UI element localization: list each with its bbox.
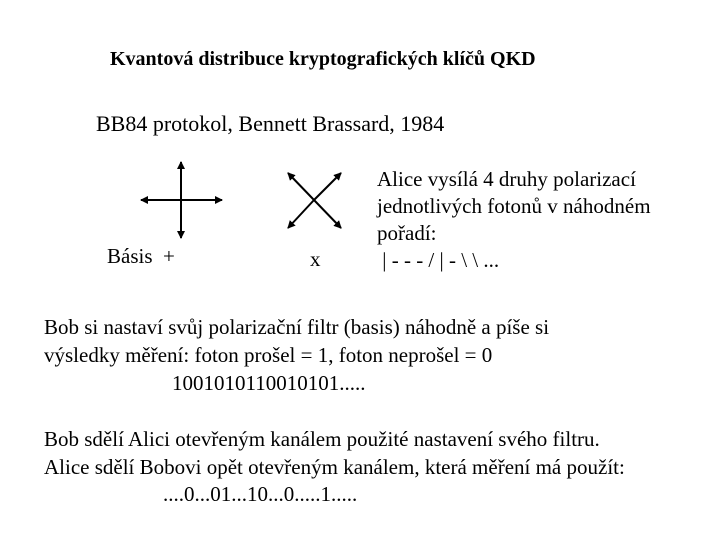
slide-title: Kvantová distribuce kryptografických klíčů QKD: [110, 48, 536, 70]
bob-announce-paragraph: [44, 425, 625, 481]
bob-measure-line: výsledky měření: foton prošel = 1, foton neprošel = 0: [44, 343, 493, 367]
bob-measure-paragraph: [44, 313, 549, 369]
alice-description: [377, 166, 651, 274]
bob-measure-bits: 1001010110010101.....: [172, 371, 366, 395]
alice-line: Alice vysílá 4 druhy polarizací: [377, 167, 636, 191]
alice-line: pořadí:: [377, 221, 437, 245]
shared-key-bits: ....0...01...10...0.....1.....: [163, 482, 358, 506]
bob-announce-line: Bob sdělí Alici otevřeným kanálem použité nastavení svého filtru.: [44, 427, 600, 451]
alice-polarization-sequence: | - - - / | - \ \ ...: [377, 248, 500, 272]
bob-announce-line: Alice sdělí Bobovi opět otevřeným kanálem, která měření má použít:: [44, 455, 625, 479]
bob-measure-line: Bob si nastaví svůj polarizační filtr (basis) náhodně a píše si: [44, 315, 550, 339]
slide-subtitle: BB84 protokol, Bennett Brassard, 1984: [96, 111, 445, 136]
alice-line: jednotlivých fotonů v náhodném: [377, 194, 651, 218]
basis-x-label: x: [310, 247, 321, 271]
basis-plus-label: Básis +: [107, 244, 175, 268]
